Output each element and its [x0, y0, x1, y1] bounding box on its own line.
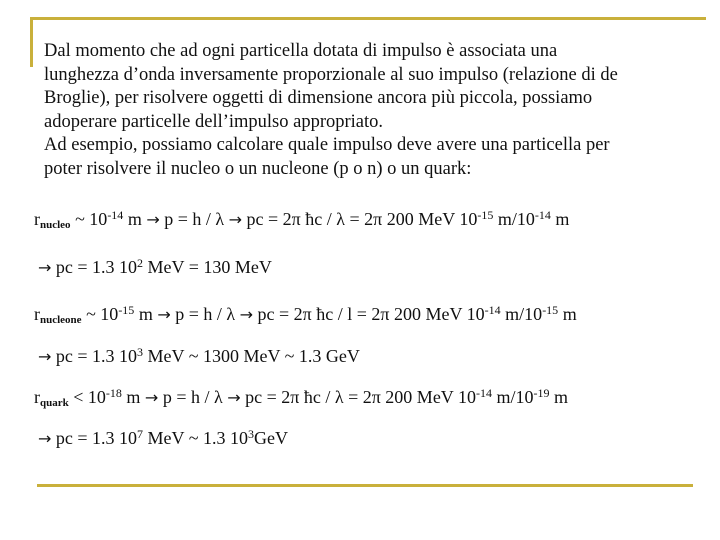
frame-left-border — [30, 17, 33, 67]
pc-expression: pc = 2π ħc / l = 2π 200 MeV 10 — [253, 304, 485, 324]
size-prefix: ~ 10 — [81, 304, 119, 324]
pc-expression: pc = 2π ħc / λ = 2π 200 MeV 10 — [240, 387, 476, 407]
intro-line: Dal momento che ad ogni particella dotata di impulso è associata una — [44, 41, 558, 61]
denominator-exponent: -14 — [534, 208, 551, 222]
radius-subscript: quark — [40, 397, 69, 409]
result-nucleon — [38, 346, 360, 367]
radius-symbol: r — [34, 387, 40, 407]
size-prefix: ~ 10 — [70, 209, 108, 229]
intro-line: lunghezza d’onda inversamente proporzionale al suo impulso (relazione di de — [44, 64, 618, 85]
size-exponent: -14 — [107, 208, 124, 222]
equation-nucleus — [34, 209, 569, 230]
numerator-exponent: -14 — [475, 386, 492, 400]
arrow-icon: → — [146, 210, 160, 229]
numerator-exponent: -14 — [484, 303, 501, 317]
frame-top-border — [30, 17, 706, 20]
momentum-expression: p = h / λ — [170, 304, 240, 324]
momentum-expression: p = h / λ — [159, 209, 229, 229]
result-prefix: pc = 1.3 10 — [51, 428, 138, 448]
momentum-expression: p = h / λ — [158, 387, 228, 407]
unit-text: m — [558, 304, 577, 324]
numerator-exponent: -15 — [477, 208, 494, 222]
denominator-exponent: -15 — [542, 303, 559, 317]
intro-line: Ad esempio, possiamo calcolare quale impulso deve avere una particella per — [44, 135, 610, 156]
arrow-icon: → — [239, 305, 254, 324]
radius-symbol: r — [34, 304, 40, 324]
result-unit: GeV — [253, 428, 288, 448]
intro-paragraph — [44, 40, 694, 182]
arrow-icon: → — [227, 388, 241, 407]
size-exponent: -18 — [105, 386, 122, 400]
equation-quark — [34, 387, 568, 408]
result-suffix: MeV ~ 1300 MeV ~ 1.3 GeV — [143, 346, 360, 366]
arrow-icon: → — [157, 305, 171, 324]
result-exponent: 3 — [137, 345, 144, 359]
unit-text: m — [123, 209, 147, 229]
unit-text: m — [121, 387, 145, 407]
equation-nucleon — [34, 304, 577, 325]
radius-subscript: nucleo — [40, 219, 71, 231]
result-exponent: 2 — [137, 256, 144, 270]
frame-bottom-border — [37, 484, 693, 487]
pc-expression: pc = 2π ħc / λ = 2π 200 MeV 10 — [242, 209, 478, 229]
result-exponent: 7 — [137, 427, 144, 441]
result-suffix: MeV = 130 MeV — [143, 257, 272, 277]
result-nucleus — [38, 257, 272, 278]
size-exponent: -15 — [118, 303, 135, 317]
denominator-exponent: -19 — [533, 386, 550, 400]
result-prefix: pc = 1.3 10 — [51, 346, 138, 366]
unit-text: m — [549, 387, 569, 407]
division-text: m/10 — [500, 304, 543, 324]
unit-text: m — [550, 209, 570, 229]
arrow-icon: → — [38, 347, 52, 366]
arrow-icon: → — [38, 429, 52, 448]
intro-line: adoperare particelle dell’impulso appropriato. — [44, 111, 384, 132]
radius-subscript: nucleone — [40, 314, 82, 326]
intro-line: poter risolvere il nucleo o un nucleone (p o n) o un quark: — [44, 158, 472, 179]
arrow-icon: → — [144, 388, 159, 407]
division-text: m/10 — [493, 209, 535, 229]
arrow-icon: → — [228, 210, 243, 229]
arrow-icon: → — [38, 258, 52, 277]
unit-text: m — [134, 304, 158, 324]
result-quark — [38, 428, 288, 449]
result-prefix: pc = 1.3 10 — [51, 257, 138, 277]
intro-line: Broglie), per risolvere oggetti di dimensione ancora più piccola, possiamo — [44, 88, 593, 109]
size-prefix: < 10 — [68, 387, 106, 407]
division-text: m/10 — [491, 387, 534, 407]
result-exponent-2: 3 — [247, 427, 254, 441]
result-suffix: MeV ~ 1.3 10 — [143, 428, 248, 448]
radius-symbol: r — [34, 209, 40, 229]
